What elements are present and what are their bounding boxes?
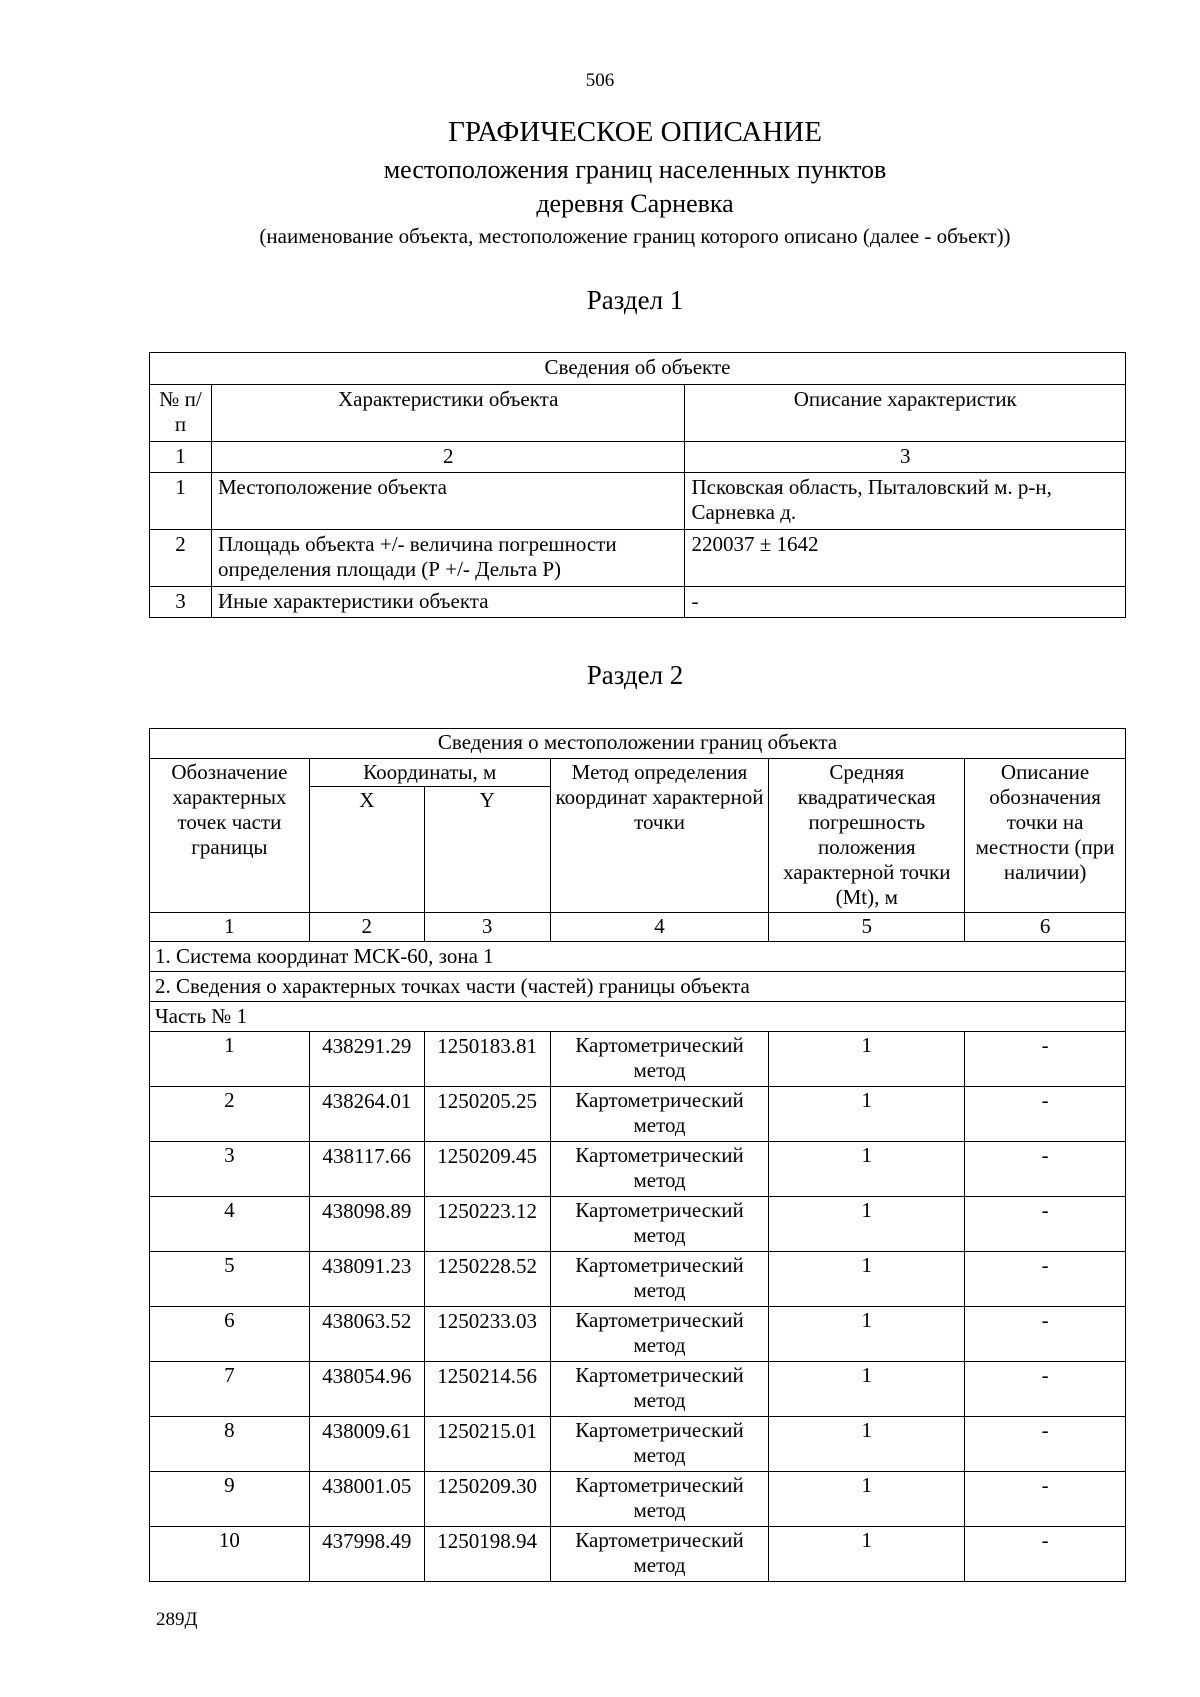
y-coordinate-cell: 1250209.45 (424, 1142, 550, 1197)
footer-code: 289Д (156, 1609, 198, 1630)
method-cell: Картометрический метод (550, 1142, 769, 1197)
point-description-cell: - (965, 1362, 1126, 1417)
point-description-cell: - (965, 1527, 1126, 1582)
column-number: 2 (309, 913, 424, 942)
table-row (150, 1087, 1126, 1142)
point-number-cell: 2 (150, 1087, 310, 1142)
x-coordinate-cell: 438264.01 (309, 1087, 424, 1142)
x-coordinate-cell: 438009.61 (309, 1417, 424, 1472)
method-cell: Картометрический метод (550, 1362, 769, 1417)
point-description-cell: - (965, 1142, 1126, 1197)
y-coordinate-cell: 1250183.81 (424, 1032, 550, 1087)
method-cell: Картометрический метод (550, 1417, 769, 1472)
table-row (150, 1197, 1126, 1252)
point-description-cell: - (965, 1417, 1126, 1472)
table-caption: Сведения об объекте (150, 353, 1126, 385)
point-description-cell: - (965, 1252, 1126, 1307)
y-coordinate-cell: 1250214.56 (424, 1362, 550, 1417)
point-description-cell: - (965, 1307, 1126, 1362)
characteristic-cell: Местоположение объекта (211, 473, 685, 530)
method-cell: Картометрический метод (550, 1252, 769, 1307)
description-cell: - (685, 587, 1126, 618)
mt-cell: 1 (769, 1252, 965, 1307)
method-cell: Картометрический метод (550, 1307, 769, 1362)
row-number: 3 (150, 587, 212, 618)
column-header: Характеристики объекта (211, 385, 685, 442)
column-number: 1 (150, 442, 212, 473)
column-header: Y (424, 787, 550, 913)
y-coordinate-cell: 1250233.03 (424, 1307, 550, 1362)
points-caption-row: 2. Сведения о характерных точках части (частей) границы объекта (150, 972, 1126, 1002)
document-subtitle: местоположения границ населенных пунктов (383, 155, 887, 184)
point-number-cell: 9 (150, 1472, 310, 1527)
mt-cell: 1 (769, 1087, 965, 1142)
point-number-cell: 4 (150, 1197, 310, 1252)
column-header: X (309, 787, 424, 913)
characteristic-cell: Площадь объекта +/- величина погрешности определения площади (Р +/- Дельта Р) (211, 530, 685, 587)
object-note: (наименование объекта, местоположение границ которого описано (далее - объект)) (259, 224, 1011, 248)
column-number: 1 (150, 913, 310, 942)
mt-cell: 1 (769, 1417, 965, 1472)
table-row (150, 1417, 1126, 1472)
page-number: 506 (585, 70, 615, 91)
mt-cell: 1 (769, 1197, 965, 1252)
x-coordinate-cell: 438098.89 (309, 1197, 424, 1252)
mt-cell: 1 (769, 1032, 965, 1087)
column-header: Средняя квадратическая погрешность положения характерной точки (Mt), м (769, 759, 965, 913)
column-header: Описание характеристик (685, 385, 1126, 442)
point-number-cell: 1 (150, 1032, 310, 1087)
method-cell: Картометрический метод (550, 1472, 769, 1527)
point-description-cell: - (965, 1087, 1126, 1142)
mt-cell: 1 (769, 1307, 965, 1362)
x-coordinate-cell: 438001.05 (309, 1472, 424, 1527)
table-row (150, 1032, 1126, 1087)
column-number: 4 (550, 913, 769, 942)
table-row (150, 1142, 1126, 1197)
y-coordinate-cell: 1250215.01 (424, 1417, 550, 1472)
table-row (150, 1527, 1126, 1582)
column-header: Обозначение характерных точек части границы (150, 759, 310, 913)
table-row (150, 1252, 1126, 1307)
table-row (150, 1307, 1126, 1362)
y-coordinate-cell: 1250223.12 (424, 1197, 550, 1252)
point-number-cell: 3 (150, 1142, 310, 1197)
mt-cell: 1 (769, 1142, 965, 1197)
table-caption: Сведения о местоположении границ объекта (150, 729, 1126, 759)
column-number: 5 (769, 913, 965, 942)
column-number: 3 (424, 913, 550, 942)
column-header: № п/п (150, 385, 212, 442)
document-title: ГРАФИЧЕСКОЕ ОПИСАНИЕ (448, 116, 822, 148)
column-header: Метод определения координат характерной точки (550, 759, 769, 913)
object-info-table (149, 352, 1126, 618)
x-coordinate-cell: 438063.52 (309, 1307, 424, 1362)
boundary-points-table (149, 728, 1126, 1582)
x-coordinate-cell: 438117.66 (309, 1142, 424, 1197)
mt-cell: 1 (769, 1472, 965, 1527)
x-coordinate-cell: 438054.96 (309, 1362, 424, 1417)
mt-cell: 1 (769, 1527, 965, 1582)
coordinate-system-row: 1. Система координат МСК-60, зона 1 (150, 942, 1126, 972)
x-coordinate-cell: 438091.23 (309, 1252, 424, 1307)
section-2-title: Раздел 2 (586, 660, 684, 690)
column-header: Координаты, м (309, 759, 550, 787)
x-coordinate-cell: 438291.29 (309, 1032, 424, 1087)
x-coordinate-cell: 437998.49 (309, 1527, 424, 1582)
table-row (150, 1472, 1126, 1527)
column-header: Описание обозначения точки на местности (при наличии) (965, 759, 1126, 913)
point-number-cell: 7 (150, 1362, 310, 1417)
row-number: 1 (150, 473, 212, 530)
table-row (150, 1362, 1126, 1417)
point-number-cell: 6 (150, 1307, 310, 1362)
method-cell: Картометрический метод (550, 1087, 769, 1142)
row-number: 2 (150, 530, 212, 587)
part-label-row: Часть № 1 (150, 1002, 1126, 1032)
point-description-cell: - (965, 1472, 1126, 1527)
column-number: 2 (211, 442, 685, 473)
point-number-cell: 8 (150, 1417, 310, 1472)
y-coordinate-cell: 1250228.52 (424, 1252, 550, 1307)
method-cell: Картометрический метод (550, 1032, 769, 1087)
object-name: деревня Сарневка (536, 189, 734, 218)
point-number-cell: 5 (150, 1252, 310, 1307)
column-number: 6 (965, 913, 1126, 942)
description-cell: 220037 ± 1642 (685, 530, 1126, 587)
point-description-cell: - (965, 1032, 1126, 1087)
method-cell: Картометрический метод (550, 1527, 769, 1582)
characteristic-cell: Иные характеристики объекта (211, 587, 685, 618)
point-number-cell: 10 (150, 1527, 310, 1582)
description-cell: Псковская область, Пыталовский м. р-н, Сарневка д. (685, 473, 1126, 530)
y-coordinate-cell: 1250205.25 (424, 1087, 550, 1142)
points-body (150, 1032, 1126, 1582)
y-coordinate-cell: 1250209.30 (424, 1472, 550, 1527)
y-coordinate-cell: 1250198.94 (424, 1527, 550, 1582)
point-description-cell: - (965, 1197, 1126, 1252)
column-number: 3 (685, 442, 1126, 473)
method-cell: Картометрический метод (550, 1197, 769, 1252)
section-1-title: Раздел 1 (586, 285, 684, 315)
mt-cell: 1 (769, 1362, 965, 1417)
